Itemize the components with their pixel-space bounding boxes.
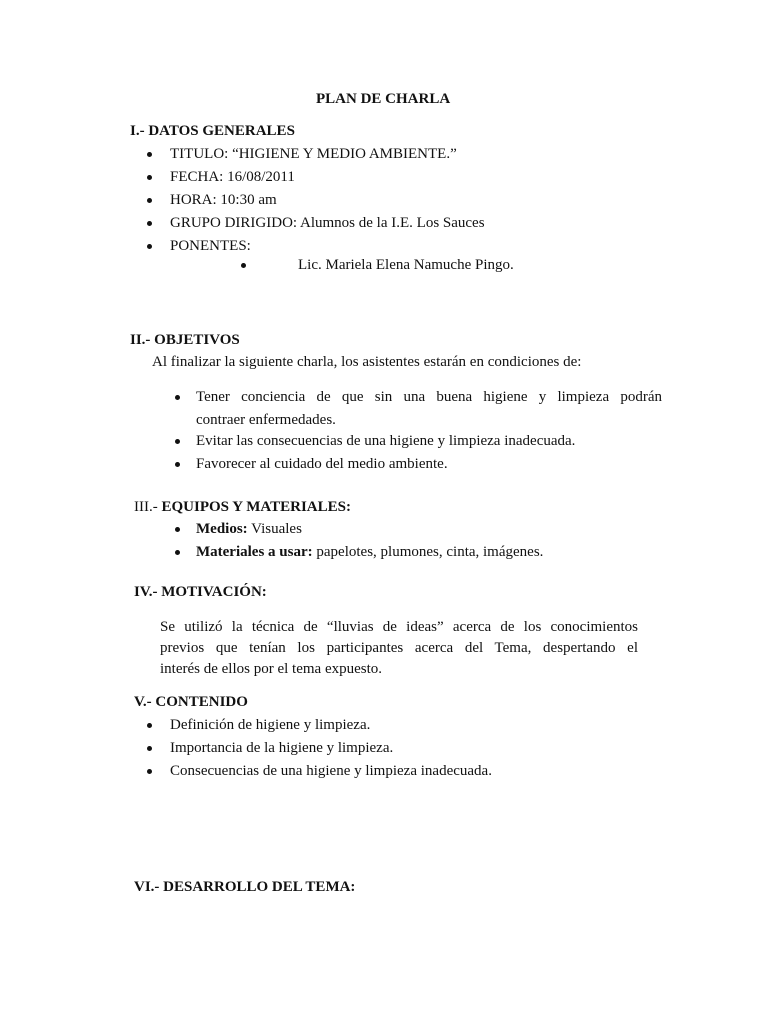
list-item-text: Consecuencias de una higiene y limpieza inadecuada. (170, 763, 492, 779)
section-contenido-heading: V.- CONTENIDO (134, 694, 248, 710)
bullet-icon (147, 175, 152, 180)
list-item-text: Importancia de la higiene y limpieza. (170, 740, 394, 756)
bullet-icon (175, 550, 180, 555)
list-item-text: HORA: 10:30 am (170, 192, 277, 208)
document-title: PLAN DE CHARLA (316, 91, 451, 107)
motivacion-line-3: interés de ellos por el tema expuesto. (160, 661, 383, 677)
objetivos-intro: Al finalizar la siguiente charla, los asistentes estarán en condiciones de: (152, 354, 582, 370)
section-equipos-heading (134, 496, 351, 518)
section-number: III.- (134, 499, 162, 515)
bullet-icon (175, 395, 180, 400)
bullet-icon (175, 462, 180, 467)
section-datos-generales-heading: I.- DATOS GENERALES (130, 123, 295, 139)
bullet-icon (147, 198, 152, 203)
bullet-icon (241, 263, 246, 268)
materiales-item-materiales (196, 541, 543, 563)
bullet-icon (147, 769, 152, 774)
bullet-icon (175, 527, 180, 532)
objetivo-item-1-line-1: Tener conciencia de que sin una buena higiene y limpieza podrán (196, 389, 662, 405)
bullet-icon (147, 221, 152, 226)
item-value: papelotes, plumones, cinta, imágenes. (312, 544, 544, 560)
list-item-text: TITULO: “HIGIENE Y MEDIO AMBIENTE.” (170, 146, 457, 162)
objetivo-item-3: Favorecer al cuidado del medio ambiente. (196, 456, 448, 472)
objetivo-item-2: Evitar las consecuencias de una higiene y limpieza inadecuada. (196, 433, 576, 449)
section-desarrollo-heading: VI.- DESARROLLO DEL TEMA: (134, 879, 356, 895)
materiales-item-medios (196, 518, 302, 540)
list-item-text: FECHA: 16/08/2011 (170, 169, 295, 185)
motivacion-line-1: Se utilizó la técnica de “lluvias de ideas” acerca de los conocimientos (160, 619, 638, 635)
speaker-name: Lic. Mariela Elena Namuche Pingo. (298, 257, 514, 273)
objetivo-item-1-line-2: contraer enfermedades. (196, 412, 336, 428)
bullet-icon (147, 152, 152, 157)
item-label: Materiales a usar: (196, 544, 313, 560)
section-objetivos-heading: II.- OBJETIVOS (130, 332, 240, 348)
motivacion-line-2: previos que tenían los participantes acerca del Tema, despertando el (160, 640, 638, 656)
item-value: Visuales (247, 521, 302, 537)
list-item-text: Definición de higiene y limpieza. (170, 717, 371, 733)
list-item-text: GRUPO DIRIGIDO: Alumnos de la I.E. Los Sauces (170, 215, 485, 231)
bullet-icon (175, 439, 180, 444)
bullet-icon (147, 244, 152, 249)
bullet-icon (147, 746, 152, 751)
motivacion-paragraph (160, 616, 638, 679)
objetivo-item-1 (196, 386, 662, 430)
item-label: Medios: (196, 521, 248, 537)
section-title: EQUIPOS Y MATERIALES: (161, 499, 351, 515)
list-item-text: PONENTES: (170, 238, 251, 254)
bullet-icon (147, 723, 152, 728)
section-motivacion-heading: IV.- MOTIVACIÓN: (134, 584, 267, 600)
